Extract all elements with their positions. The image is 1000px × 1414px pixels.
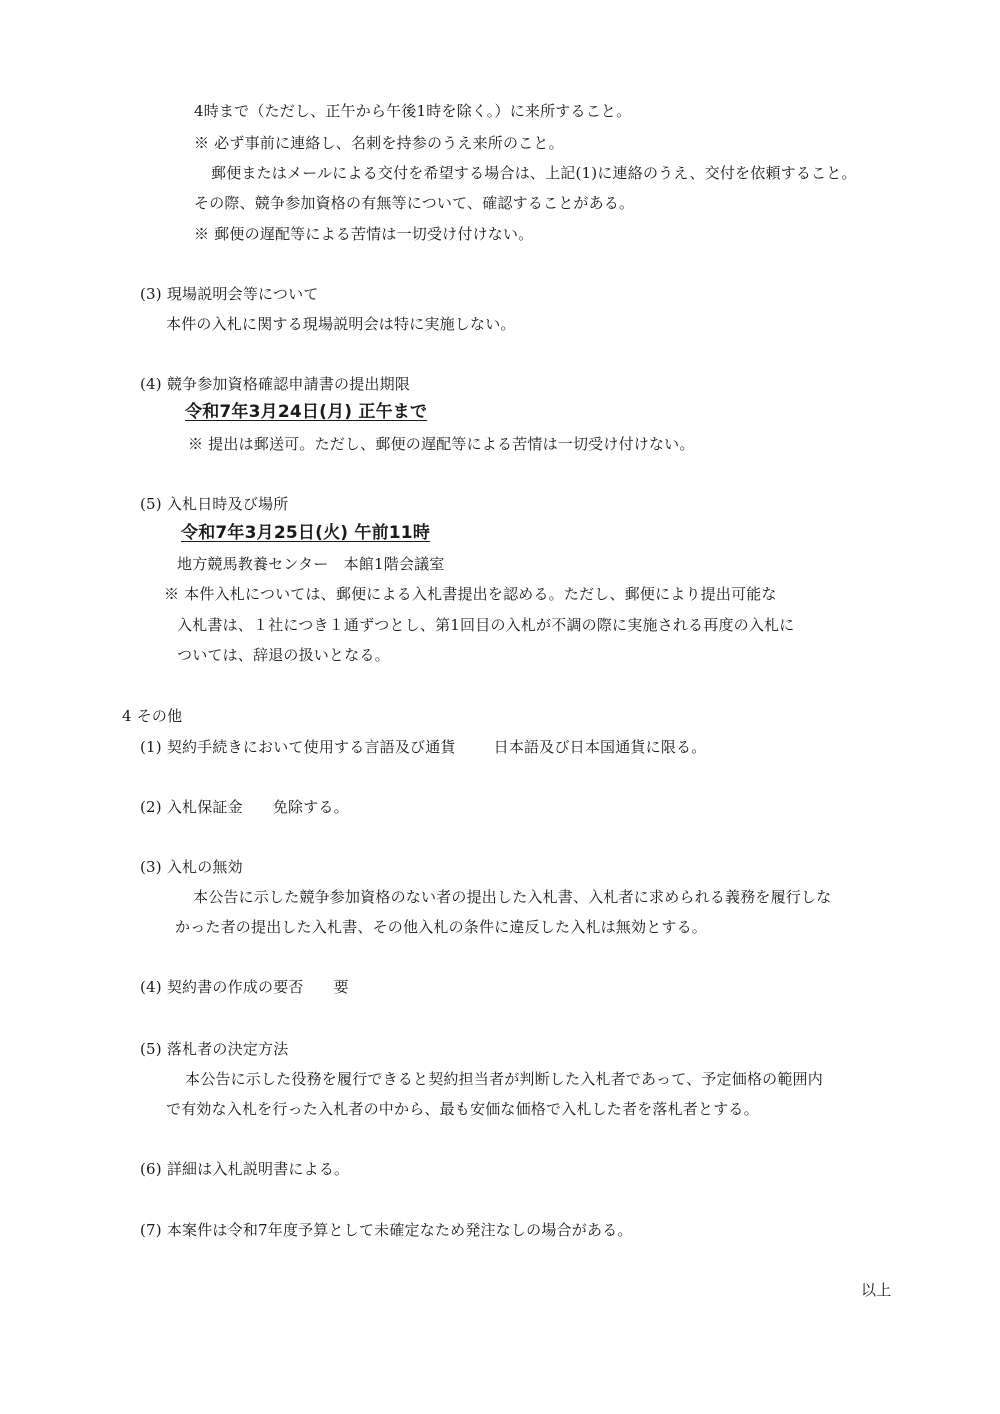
other-item-1-value: 日本語及び日本国通貨に限る。 bbox=[493, 738, 707, 756]
continuation-line-1: 4時まで（ただし、正午から午後1時を除く。）に来所すること。 bbox=[194, 102, 632, 120]
section-5-note-line-3: ついては、辞退の扱いとなる。 bbox=[177, 646, 390, 664]
other-item-5-line-1: 本公告に示した役務を履行できると契約担当者が判断した入札者であって、予定価格の範囲内 bbox=[185, 1070, 823, 1088]
section-4-note: ※ 提出は郵送可。ただし、郵便の遅配等による苦情は一切受け付けない。 bbox=[188, 435, 695, 453]
other-item-1-label: (1) 契約手続きにおいて使用する言語及び通貨 bbox=[140, 738, 456, 756]
other-item-5-heading: (5) 落札者の決定方法 bbox=[140, 1040, 289, 1058]
other-item-2-label: (2) 入札保証金 bbox=[140, 798, 243, 816]
section-4-heading: (4) 競争参加資格確認申請書の提出期限 bbox=[140, 375, 411, 393]
note-mail-delay: ※ 郵便の遅配等による苦情は一切受け付けない。 bbox=[194, 225, 534, 243]
note-business-card: ※ 必ず事前に連絡し、名刺を持参のうえ来所のこと。 bbox=[194, 134, 564, 152]
other-item-3-line-1: 本公告に示した競争参加資格のない者の提出した入札書、入札者に求められる義務を履行しな bbox=[193, 888, 832, 906]
other-item-4-value: 要 bbox=[333, 978, 349, 996]
other-item-1 bbox=[140, 737, 706, 757]
section-5-heading: (5) 入札日時及び場所 bbox=[140, 495, 289, 513]
closing-mark: 以上 bbox=[861, 1281, 892, 1299]
other-item-2 bbox=[140, 797, 349, 817]
other-item-3-heading: (3) 入札の無効 bbox=[140, 858, 243, 876]
other-item-2-value: 免除する。 bbox=[272, 798, 349, 816]
section-3-body: 本件の入札に関する現場説明会は特に実施しない。 bbox=[166, 315, 516, 333]
other-item-3-line-2: かった者の提出した入札書、その他入札の条件に違反した入札は無効とする。 bbox=[175, 918, 708, 936]
other-item-6: (6) 詳細は入札説明書による。 bbox=[140, 1160, 350, 1178]
section-3-heading: (3) 現場説明会等について bbox=[140, 285, 319, 303]
section-5-note-line-2: 入札書は、１社につき１通ずつとし、第1回目の入札が不調の際に実施される再度の入札に bbox=[177, 616, 795, 634]
qualification-check-line: その際、競争参加資格の有無等について、確認することがある。 bbox=[194, 194, 635, 212]
other-item-7: (7) 本案件は令和7年度予算として未確定なため発注なしの場合がある。 bbox=[140, 1221, 633, 1239]
mail-delivery-line: 郵便またはメールによる交付を希望する場合は、上記(1)に連絡のうえ、交付を依頼すること。 bbox=[211, 164, 857, 182]
section-other-heading: 4 その他 bbox=[122, 707, 183, 725]
other-item-5-line-2: で有効な入札を行った入札者の中から、最も安価な価格で入札した者を落札者とする。 bbox=[166, 1100, 759, 1118]
bid-datetime: 令和7年3月25日(火) 午前11時 bbox=[181, 523, 431, 543]
section-5-note-line-1: ※ 本件入札については、郵便による入札書提出を認める。ただし、郵便により提出可能な bbox=[164, 585, 777, 603]
bid-place: 地方競馬教養センター 本館1階会議室 bbox=[177, 555, 445, 573]
other-item-4-label: (4) 契約書の作成の要否 bbox=[140, 978, 304, 996]
other-item-4 bbox=[140, 977, 349, 997]
application-deadline: 令和7年3月24日(月) 正午まで bbox=[185, 402, 428, 422]
